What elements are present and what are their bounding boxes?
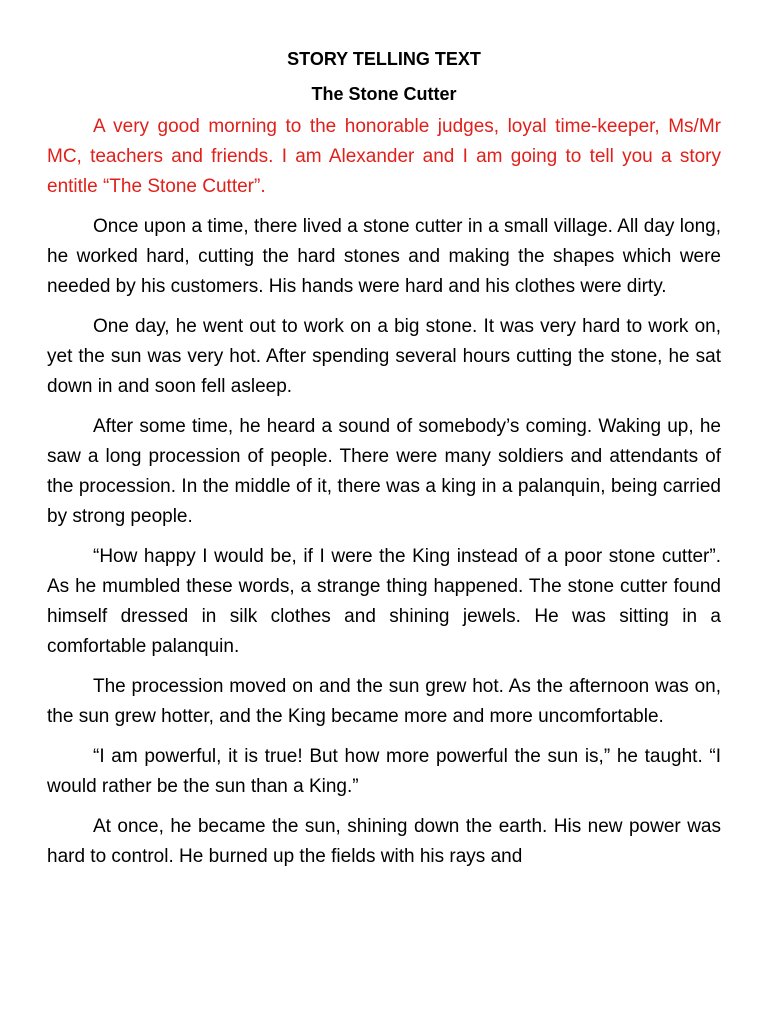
story-paragraph: After some time, he heard a sound of somebody’s coming. Waking up, he saw a long procession of people. There were many soldiers and attendants of the procession. In the middle of it, there was a king in a palanquin, being carried by strong people.	[47, 416, 721, 527]
story-paragraph: “How happy I would be, if I were the King instead of a poor stone cutter”. As he mumbled these words, a strange thing happened. The stone cutter found himself dressed in silk clothes and shining jewels. He was sitting in a comfortable palanquin.	[47, 546, 721, 657]
document-title: STORY TELLING TEXT	[287, 49, 481, 69]
story-paragraph: The procession moved on and the sun grew hot. As the afternoon was on, the sun grew hotter, and the King became more and more uncomfortable.	[47, 676, 721, 727]
story-paragraph: “I am powerful, it is true! But how more powerful the sun is,” he taught. “I would rather be the sun than a King.”	[47, 746, 721, 797]
story-paragraph: One day, he went out to work on a big stone. It was very hard to work on, yet the sun was very hot. After spending several hours cutting the stone, he sat down in and soon fell asleep.	[47, 316, 721, 397]
story-title: The Stone Cutter	[311, 84, 457, 104]
story-paragraph: Once upon a time, there lived a stone cutter in a small village. All day long, he worked hard, cutting the hard stones and making the shapes which were needed by his customers. His hands were hard and his clothes were dirty.	[47, 216, 721, 297]
story-paragraph: At once, he became the sun, shining down the earth. His new power was hard to control. He burned up the fields with his rays and	[47, 816, 721, 867]
intro-paragraph: A very good morning to the honorable judges, loyal time-keeper, Ms/Mr MC, teachers and friends. I am Alexander and I am going to tell you a story entitle “The Stone Cutter”.	[47, 116, 721, 197]
